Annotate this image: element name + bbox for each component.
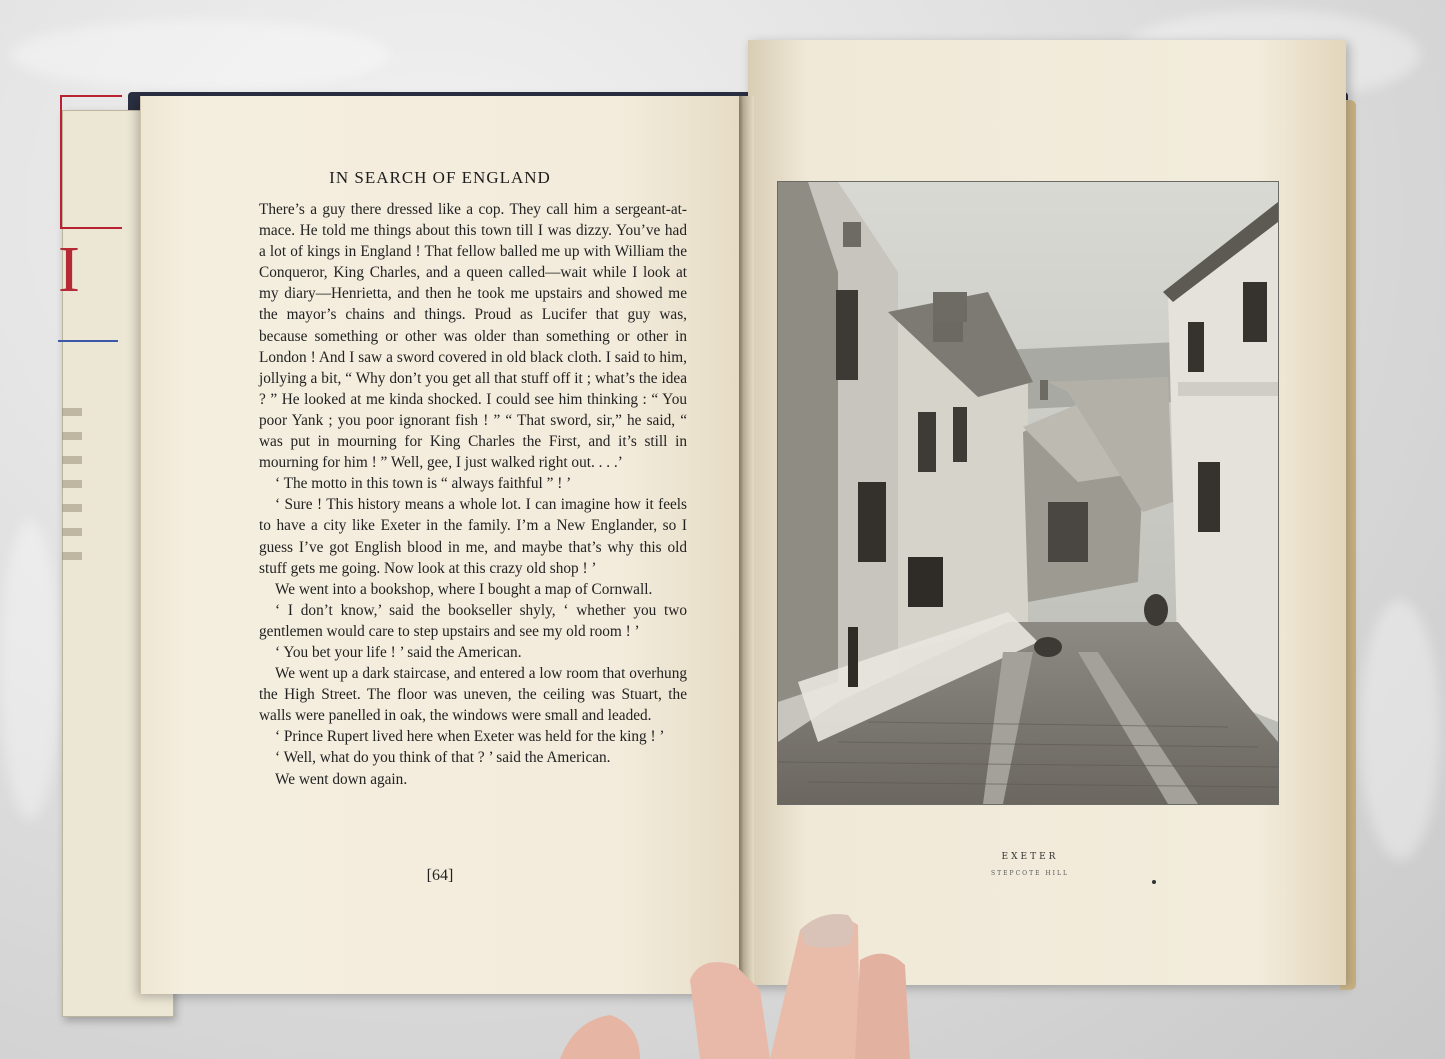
- paragraph: ‘ Sure ! This history means a whole lot. I can imagine how it feels to have a city like Exeter in the family. I’m a New Englander, so I guess I’ve got English blood in me, and maybe that’s why this old stuff gets me going. Now look at this crazy old shop ! ’: [259, 496, 687, 577]
- jacket-initial-letter: I: [58, 233, 80, 306]
- plate-subcaption: STEPCOTE HILL: [991, 870, 1069, 877]
- paragraph: We went down again.: [275, 770, 408, 788]
- paragraph: ‘ The motto in this town is “ always faithful ” ! ’: [275, 475, 572, 493]
- paragraph: There’s a guy there dressed like a cop. They call him a sergeant-at-mace. He told me things about this town till I was dizzy. You’ve had a lot of kings in England ! That fellow balled me up with William the Conqueror, King Charles, and a queen called—wait while I look at my diary—Henrietta, and then he took me upstairs and showed me the mayor’s chains and things. Proud as Lucifer that guy was, because something or other was older than something or other in London ! And I saw a sword covered in old black cloth. I said to him, jollying a bit, “ Why don’t you get all that stuff off it ; what’s the idea ? ” He looked at me kinda shocked. I could see him thinking : “ You poor Yank ; you poor ignorant fish ! ” “ That sword, sir,” he said, “ was put in mourning for King Charles the First, and it’s still in mourning for him ! ” Well, gee, I just walked right out. . . .’: [259, 201, 687, 472]
- paragraph: ‘ Well, what do you think of that ? ’ said the American.: [275, 749, 611, 767]
- running-head: IN SEARCH OF ENGLAND: [329, 168, 551, 187]
- paragraph: We went up a dark staircase, and entered a low room that overhung the High Street. The floor was uneven, the ceiling was Stuart, the walls were panelled in oak, the windows were small and leaded.: [259, 665, 687, 725]
- paragraph: ‘ I don’t know,’ said the bookseller shyly, ‘ whether you two gentlemen would care to step upstairs and see my old room ! ’: [259, 601, 687, 640]
- plate-caption: EXETER: [1001, 852, 1059, 862]
- paragraph: ‘ Prince Rupert lived here when Exeter was held for the king ! ’: [275, 728, 665, 746]
- paragraph: ‘ You bet your life ! ’ said the American.: [275, 643, 522, 661]
- page-number: [64]: [426, 867, 454, 884]
- paragraph: We went into a bookshop, where I bought a map of Cornwall.: [275, 580, 653, 598]
